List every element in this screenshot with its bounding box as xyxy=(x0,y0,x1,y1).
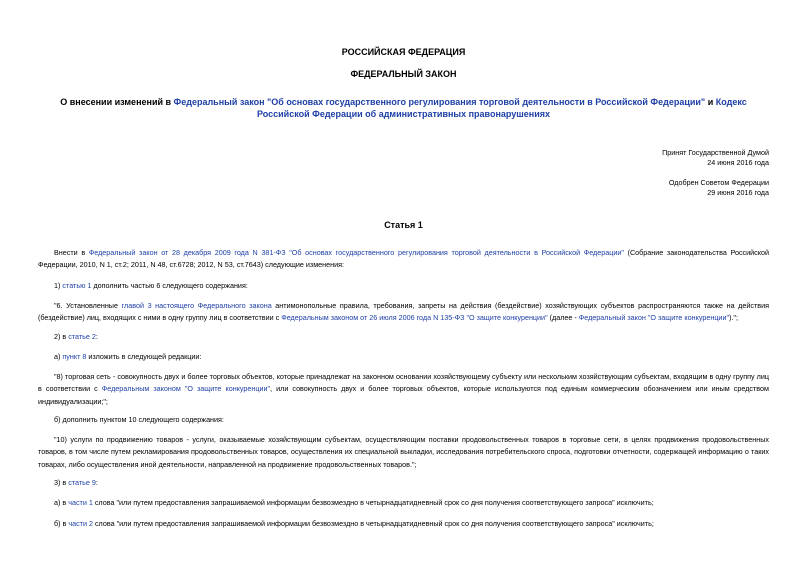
title-text: О внесении изменений в xyxy=(60,97,174,107)
duma-label: Принят Государственной Думой xyxy=(662,148,769,157)
paragraph-text: 2) в xyxy=(54,332,69,341)
council-approval xyxy=(669,178,769,198)
council-date: 29 июня 2016 года xyxy=(707,188,769,197)
law-135-link[interactable]: Федеральным законом от 26 июля 2006 года N 135-ФЗ "О защите конкуренции" xyxy=(281,313,548,323)
paragraph-text: слова "или путем предоставления запрашиваемой информации безвозмездно в четырнадцатидневный срок со дня получения соответствующего запроса" исключить; xyxy=(92,498,654,507)
article-1-link[interactable]: статью 1 xyxy=(62,281,92,290)
title-law-link[interactable]: Федеральный закон "Об основах государственного регулирования торговой деятельности в Российской Федерации" xyxy=(173,97,706,107)
law-381-link[interactable]: Федеральный закон от 28 декабря 2009 года N 381-ФЗ "Об основах государственного регулирования торговой деятельности в Российской Федерации" xyxy=(88,248,624,257)
paragraph-text: слова "или путем предоставления запрашиваемой информации безвозмездно в четырнадцатидневный срок со дня получения соответствующего запроса" исключить; xyxy=(92,519,654,528)
paragraph-text: 1) xyxy=(54,281,63,290)
paragraph-text: : xyxy=(95,478,98,487)
point-10-text xyxy=(38,434,769,471)
duma-adoption xyxy=(662,148,769,168)
item-2b xyxy=(38,414,769,426)
part-6-text xyxy=(38,300,769,325)
paragraph-text: Внести в xyxy=(54,248,89,257)
chapter-3-link[interactable]: главой 3 настоящего Федерального закона xyxy=(121,301,272,310)
paragraph-text: "8) торговая сеть - совокупность двух и более торговых объектов, которые принадлежат на законном основании хозяйствующему субъекту или нескольким хозяйствующим субъектам, входящим в одну группу лиц в соответствии с xyxy=(38,372,769,394)
paragraph-text: 3) в xyxy=(54,478,69,487)
paragraph-text: "10) услуги по продвижению товаров - услуги, оказываемые хозяйствующим субъектам, осуществляющим поставки продовольственных товаров в торговые сети, в целях продвижения продовольственных товаров, в том числе путем рекламирования продовольственных товаров, осуществления их специальной выкладки, исследования потребительского спроса, подготовки отчетности, содержащей информацию о таких товарах, либо осуществления иной деятельности, направленной на продвижение продовольственных товаров."; xyxy=(38,435,769,469)
paragraph-text: )."; xyxy=(729,313,738,323)
article-9-link[interactable]: статье 9 xyxy=(68,478,96,487)
paragraph-text: (далее - xyxy=(547,313,579,323)
paragraph-text: (Собрание законодательства Российской Федерации, 2010, N 1, ст.2; 2011, N 48, ст.6728; 2012, N 53, ст.7643) следующие изменения: xyxy=(38,248,769,270)
paragraph-text: "6. Установленные xyxy=(54,301,122,310)
paragraph-text: изложить в следующей редакции: xyxy=(86,352,202,361)
part-1-link[interactable]: части 1 xyxy=(68,498,93,507)
item-3a xyxy=(38,497,769,509)
paragraph-text: а) в xyxy=(54,498,69,507)
paragraph-text: дополнить частью 6 следующего содержания: xyxy=(91,281,248,290)
paragraph-text: б) в xyxy=(54,519,69,528)
law-title xyxy=(40,96,767,120)
article-heading: Статья 1 xyxy=(384,220,423,230)
item-3b xyxy=(38,518,769,530)
duma-date: 24 июня 2016 года xyxy=(707,158,769,167)
competition-law-link[interactable]: Федеральный закон "О защите конкуренции" xyxy=(578,313,730,323)
point-8-link[interactable]: пункт 8 xyxy=(62,352,87,361)
paragraph-text: , или совокупность двух и более торговых объектов, которые используются под единым коммерческим обозначением или иным средством индивидуализации;"; xyxy=(38,384,769,406)
item-1 xyxy=(38,280,769,292)
country-heading: РОССИЙСКАЯ ФЕДЕРАЦИЯ xyxy=(341,47,466,57)
paragraph-intro xyxy=(38,247,769,272)
item-2 xyxy=(38,331,769,343)
title-text-and: и xyxy=(705,97,716,107)
item-3 xyxy=(38,477,769,489)
article-2-link[interactable]: статье 2 xyxy=(68,332,96,341)
point-8-text xyxy=(38,371,769,408)
part-2-link[interactable]: части 2 xyxy=(68,519,93,528)
paragraph-text: : xyxy=(95,332,98,341)
paragraph-text: а) xyxy=(54,352,63,361)
item-2a xyxy=(38,351,769,363)
paragraph-text: антимонопольные правила, требования, запреты на действия (бездействие) хозяйствующих субъектов распространяются также на действия (бездействие) лиц, входящих с ними в одну группу лиц в соответствии с xyxy=(38,301,769,323)
doc-type-heading: ФЕДЕРАЛЬНЫЙ ЗАКОН xyxy=(350,69,457,79)
council-label: Одобрен Советом Федерации xyxy=(668,178,769,187)
competition-law-link[interactable]: Федеральным законом "О защите конкуренции" xyxy=(101,384,271,394)
paragraph-text: б) дополнить пунктом 10 следующего содержания: xyxy=(54,415,224,424)
title-code-link[interactable]: Кодекс Российской Федерации об административных правонарушениях xyxy=(256,97,747,119)
